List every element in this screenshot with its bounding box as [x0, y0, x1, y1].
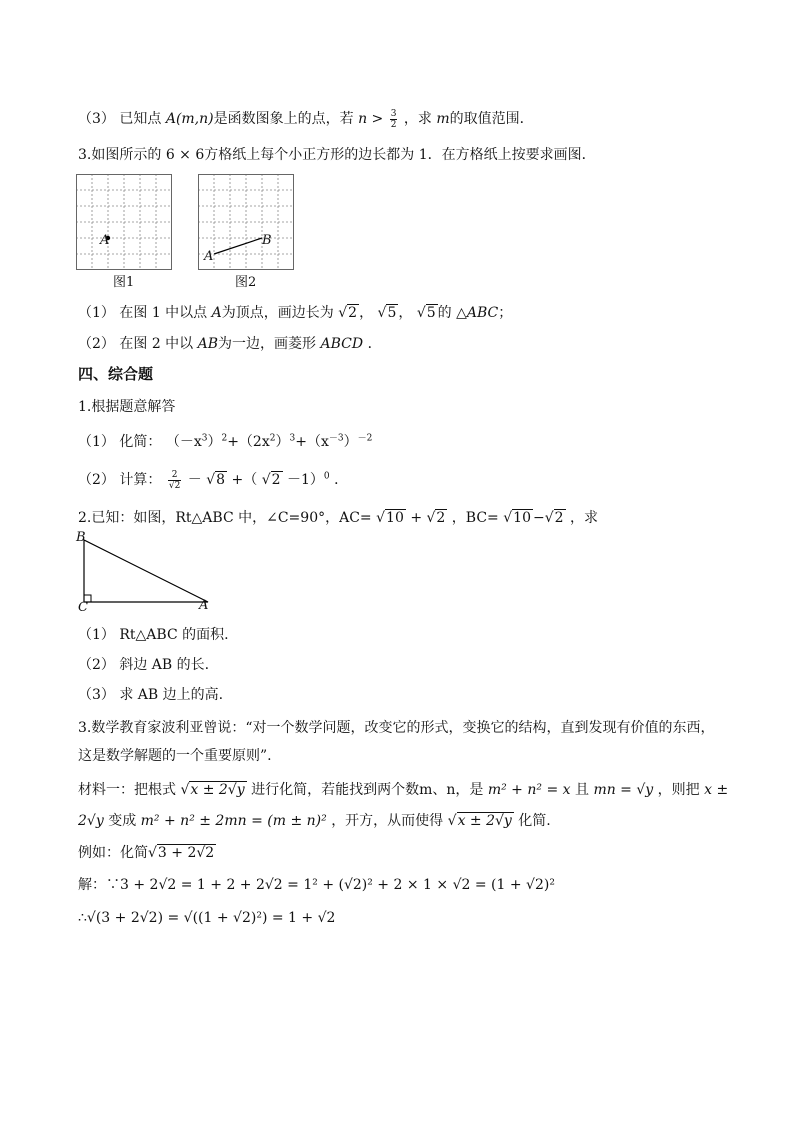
exp: －3 — [328, 433, 344, 444]
text: 进行化简，若能找到两个数m、n，是 — [251, 782, 484, 798]
radicand: 3 + 2√2 — [157, 845, 215, 861]
text: ，求 — [570, 510, 599, 526]
c2-statement — [78, 507, 598, 527]
problem3-part1: （1） 在图 1 中以点 A为顶点，画边长为 √2 ， √5 ， √5 的 △ABC； — [78, 305, 513, 321]
expr: ） — [207, 434, 222, 450]
text: 计算： — [119, 472, 162, 488]
fraction-2-over-sqrt2 — [168, 470, 181, 491]
c3-example — [78, 842, 216, 862]
frac-num: 2 — [168, 470, 181, 481]
frac-num: 3 — [390, 108, 397, 119]
text: ． — [334, 472, 349, 488]
point-A-mn: A(m,n) — [165, 111, 214, 127]
c2-q1: （1） Rt△ABC 的面积. — [78, 627, 229, 643]
equation: m² + n² = x — [487, 782, 571, 798]
var-AB: AB — [197, 336, 219, 352]
part-number: （1） — [78, 434, 115, 450]
rhombus-ABCD: ABCD — [320, 336, 364, 352]
text: ，求 — [403, 111, 432, 127]
text: ，BC= — [451, 510, 499, 526]
c3-conclusion: ∴√(3 + 2√2) = √((1 + √2)²) = 1 + √2 — [78, 910, 336, 926]
radicand: 8 — [216, 472, 226, 488]
radicand: 5 — [426, 305, 436, 321]
c3-line2: 这是数学解题的一个重要原则”. — [78, 748, 272, 764]
sqrt-8: √8 — [206, 472, 226, 488]
text: 3.如图所示的 — [78, 147, 162, 163]
text: 例如：化简 — [78, 845, 148, 861]
var-A: A — [211, 305, 222, 321]
radicand: 2 — [554, 510, 564, 526]
part-number: （3） — [78, 111, 115, 127]
fraction-three-halves — [390, 109, 398, 130]
expr: （－x — [165, 434, 202, 450]
text: 的取值范围． — [449, 111, 534, 127]
text: 变成 — [108, 813, 137, 829]
c1-title: 1.根据题意解答 — [78, 399, 176, 415]
fig2-label-B: B — [262, 233, 272, 248]
frac-den: √2 — [168, 480, 181, 491]
text: ，开方，从而使得 — [331, 813, 444, 829]
text: ，则把 — [657, 782, 700, 798]
expression — [166, 434, 373, 450]
radicand: 2 — [436, 510, 446, 526]
text: ．在方格纸上按要求画图． — [427, 147, 596, 163]
text: 的 — [437, 305, 452, 321]
text: － — [187, 472, 202, 488]
radicand: 2 — [348, 305, 358, 321]
condition-var: n > — [358, 111, 384, 127]
expr: ） — [275, 434, 290, 450]
text: ． — [367, 336, 382, 352]
section-title: 四、综合题 — [78, 365, 154, 383]
radicand: 2 — [174, 480, 181, 491]
radicand: x ± 2√y — [457, 813, 512, 829]
one: 1 — [418, 147, 428, 163]
text: ； — [498, 305, 513, 321]
right-triangle-figure — [78, 538, 213, 604]
problem3-title — [78, 144, 596, 164]
sqrt-2: √2 — [544, 510, 564, 526]
q3-part3-line — [78, 108, 534, 130]
text: +（ — [231, 472, 258, 488]
radicand: 5 — [387, 305, 397, 321]
c1-part1 — [78, 431, 372, 451]
segment-AB — [214, 238, 262, 254]
exp: 2 — [269, 433, 276, 444]
text: 在图 1 中以点 — [119, 305, 208, 321]
triangle-ABC: △ABC — [456, 305, 499, 321]
text: 且 — [574, 782, 589, 798]
equation: m² + n² ± 2mn = (m ± n)² — [140, 813, 327, 829]
radicand: 2 — [271, 472, 281, 488]
expr: +（x — [295, 434, 329, 450]
text: 是函数图象上的点，若 — [213, 111, 354, 127]
radicand: 10 — [386, 510, 404, 526]
c3-material-line1 — [78, 779, 728, 799]
text: 材料一：把根式 — [78, 782, 176, 798]
text: 已知点 — [119, 111, 162, 127]
c2-q3: （3） 求 AB 边上的高. — [78, 687, 224, 703]
sqrt-2: √2 — [426, 510, 446, 526]
text: 化简： — [119, 434, 162, 450]
c1-part2 — [78, 469, 348, 491]
text: 在图 2 中以 — [119, 336, 194, 352]
exp: 2 — [221, 433, 228, 444]
radical: √3 + 2√2 — [148, 845, 215, 861]
fig1-label-A: A — [100, 233, 110, 248]
part-number: （2） — [78, 336, 115, 352]
vertex-C: C — [78, 600, 88, 615]
c3-material-line2 — [78, 810, 551, 830]
exp: －2 — [357, 433, 373, 444]
expr: ） — [343, 434, 358, 450]
text: 2.已知：如图，Rt△ABC 中，∠C=90°，AC= — [78, 510, 372, 526]
part-number: （2） — [78, 472, 115, 488]
text: 方格纸上每个小正方形的边长都为 — [204, 147, 415, 163]
text: 化简. — [518, 813, 551, 829]
expr: x ± — [704, 782, 729, 798]
exp: 0 — [323, 471, 330, 482]
equation: mn = √y — [593, 782, 654, 798]
radicand: x ± 2√y — [190, 782, 245, 798]
sqrt-10: √10 — [503, 510, 531, 526]
exp: 3 — [289, 433, 296, 444]
sqrt-2: √2 — [261, 472, 281, 488]
c3-solution: 解：∵3 + 2√2 = 1 + 2 + 2√2 = 1² + (√2)² + 2 × 1 × √2 = (1 + √2)² — [78, 877, 555, 893]
frac-den: 2 — [390, 119, 397, 130]
fig2-label-A: A — [204, 249, 214, 264]
sqrt-5: √5 — [377, 305, 397, 321]
exp: 3 — [201, 433, 208, 444]
part-number: （1） — [78, 305, 115, 321]
fig1-caption: 图1 — [113, 275, 135, 290]
text: 为顶点，画边长为 — [221, 305, 334, 321]
radicand: 10 — [513, 510, 531, 526]
radical: √x ± 2√y — [180, 782, 245, 798]
fig2-caption: 图2 — [235, 275, 257, 290]
sqrt-2: √2 — [338, 305, 358, 321]
sqrt-5b: √5 — [416, 305, 436, 321]
radical: √x ± 2√y — [447, 813, 512, 829]
text: − — [533, 510, 545, 526]
problem3-part2 — [78, 333, 382, 353]
var-m: m — [436, 111, 450, 127]
expr: 2√y — [78, 813, 104, 829]
text: + — [410, 510, 423, 526]
c2-q2: （2） 斜边 AB 的长. — [78, 657, 210, 673]
sqrt-10: √10 — [376, 510, 404, 526]
vertex-A: A — [199, 598, 209, 613]
grid-size: 6 × 6 — [165, 147, 205, 163]
text: －1） — [287, 472, 324, 488]
c3-line1: 3.数学教育家波利亚曾说：“对一个数学问题，改变它的形式，变换它的结构，直到发现有价值的东西， — [78, 720, 715, 736]
vertex-B: B — [76, 530, 86, 545]
text: 为一边，画菱形 — [218, 336, 317, 352]
expr: +（2x — [227, 434, 270, 450]
grid-figure-1 — [76, 174, 172, 270]
